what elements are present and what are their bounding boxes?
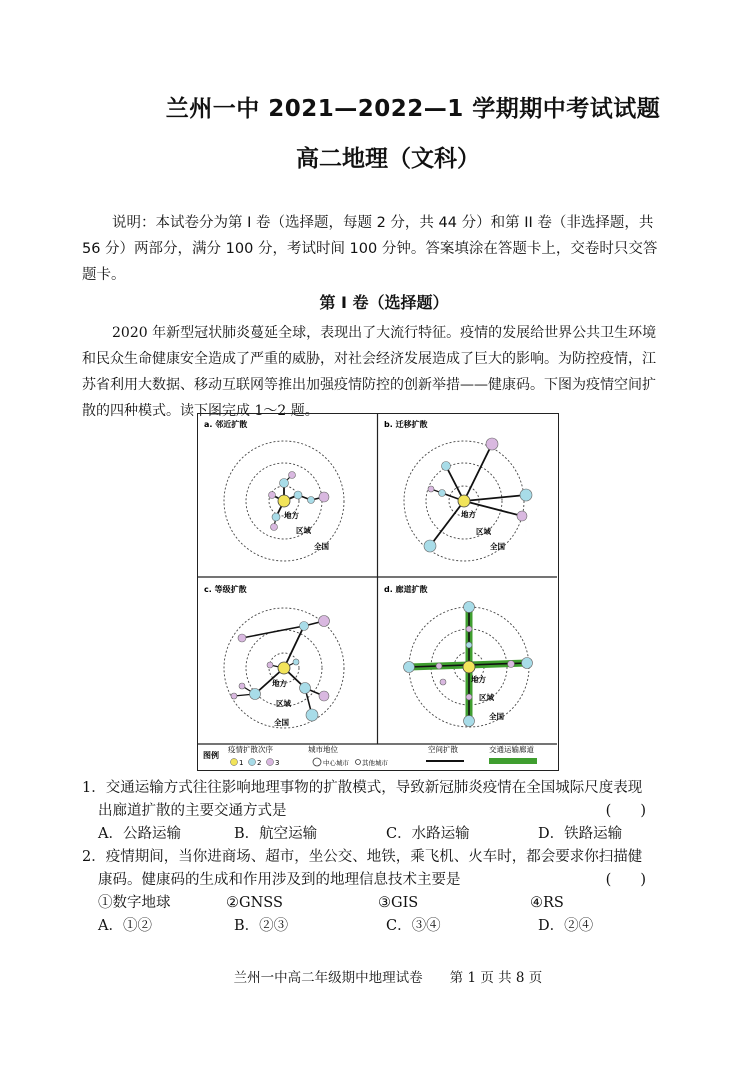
svg-text:地方: 地方 xyxy=(461,510,476,519)
panel-d-corridor-diffusion xyxy=(384,584,533,727)
exam-title: 兰州一中 2021—2022—1 学期期中考试试题 xyxy=(165,96,661,122)
question-1-stem-line1: 1．交通运输方式往往影响地理事物的扩散模式，导致新冠肺炎疫情在全国城际尺度表现 xyxy=(82,780,643,796)
svg-text:交通运输廊道: 交通运输廊道 xyxy=(489,745,534,754)
question-2-stem-line1: 2．疫情期间，当你进商场、超市，坐公交、地铁，乘飞机、火车时，都会要求你扫描健 xyxy=(82,849,643,865)
svg-text:2: 2 xyxy=(257,759,262,767)
option-c[interactable]: C．③④ xyxy=(386,918,441,934)
panel-b-relocation-diffusion xyxy=(384,419,532,561)
option-c[interactable]: C．水路运输 xyxy=(386,826,470,842)
item-3: ③GIS xyxy=(378,895,419,911)
svg-text:地方: 地方 xyxy=(272,679,287,688)
question-1-stem-line2: 出廊道扩散的主要交通方式是 xyxy=(98,803,287,819)
option-b[interactable]: B．②③ xyxy=(234,918,289,934)
svg-text:3: 3 xyxy=(275,759,280,767)
svg-text:中心城市: 中心城市 xyxy=(323,759,349,767)
question-2-items xyxy=(82,892,672,915)
svg-text:全国: 全国 xyxy=(490,542,505,551)
panel-b-title: b. 迁移扩散 xyxy=(384,420,428,429)
item-2: ②GNSS xyxy=(226,895,283,911)
question-2-stem-line2: 康码。健康码的生成和作用涉及到的地理信息技术主要是 xyxy=(98,872,461,888)
panel-c-hierarchical-diffusion xyxy=(204,584,344,728)
svg-text:区域: 区域 xyxy=(296,526,311,535)
svg-text:全国: 全国 xyxy=(489,712,504,721)
diffusion-figure xyxy=(197,413,559,771)
svg-text:图例: 图例 xyxy=(203,751,219,760)
question-1-answer-blank: ( ) xyxy=(605,803,646,819)
question-2 xyxy=(82,846,672,938)
svg-text:地方: 地方 xyxy=(471,675,486,684)
question-1-options xyxy=(82,823,672,846)
svg-text:地方: 地方 xyxy=(284,511,299,520)
panel-a-title: a. 邻近扩散 xyxy=(204,420,248,429)
item-1: ①数字地球 xyxy=(98,895,171,911)
option-d[interactable]: D．铁路运输 xyxy=(538,826,623,842)
panel-c-title: c. 等级扩散 xyxy=(204,585,247,594)
svg-text:疫情扩散次序: 疫情扩散次序 xyxy=(228,745,273,754)
item-4: ④RS xyxy=(530,895,564,911)
figure-legend xyxy=(203,744,537,767)
option-a[interactable]: A．①② xyxy=(98,918,152,934)
question-2-answer-blank: ( ) xyxy=(605,872,646,888)
svg-text:全国: 全国 xyxy=(274,718,289,727)
section-title: 第 I 卷（选择题） xyxy=(319,293,449,312)
svg-text:空间扩散: 空间扩散 xyxy=(428,745,458,754)
exam-instructions: 说明：本试卷分为第 I 卷（选择题，每题 2 分，共 44 分）和第 II 卷（非选择题，共 56 分）两部分，满分 100 分，考试时间 100 分钟。答案填涂在答题卡上，交卷时只交答题卡。 xyxy=(82,215,658,283)
svg-text:全国: 全国 xyxy=(314,542,329,551)
question-2-options xyxy=(82,915,672,938)
diffusion-diagram xyxy=(198,414,557,769)
option-b[interactable]: B．航空运输 xyxy=(234,826,318,842)
svg-text:其他城市: 其他城市 xyxy=(362,759,388,767)
exam-subtitle: 高二地理（文科） xyxy=(296,146,480,172)
panel-a-neighborhood-diffusion xyxy=(204,419,344,561)
svg-text:区域: 区域 xyxy=(276,699,291,708)
option-d[interactable]: D．②④ xyxy=(538,918,594,934)
svg-text:区域: 区域 xyxy=(479,693,494,702)
svg-text:城市地位: 城市地位 xyxy=(308,745,338,754)
svg-text:区域: 区域 xyxy=(476,527,491,536)
panel-d-title: d. 廊道扩散 xyxy=(384,585,428,594)
option-a[interactable]: A．公路运输 xyxy=(98,826,181,842)
svg-text:1: 1 xyxy=(239,759,244,767)
question-passage: 2020 年新型冠状肺炎蔓延全球，表现出了大流行特征。疫情的发展给世界公共卫生环境和民众生命健康安全造成了严重的威胁，对社会经济发展造成了巨大的影响。为防控疫情，江苏省利用大数据、移动互联网等推出加强疫情防控的创新举措——健康码。下图为疫情空间扩散的四种模式。读下图完成 1～2 题。 xyxy=(82,325,657,419)
page-footer: 兰州一中高二年级期中地理试卷 第 1 页 共 8 页 xyxy=(233,970,543,986)
question-1 xyxy=(82,777,672,846)
